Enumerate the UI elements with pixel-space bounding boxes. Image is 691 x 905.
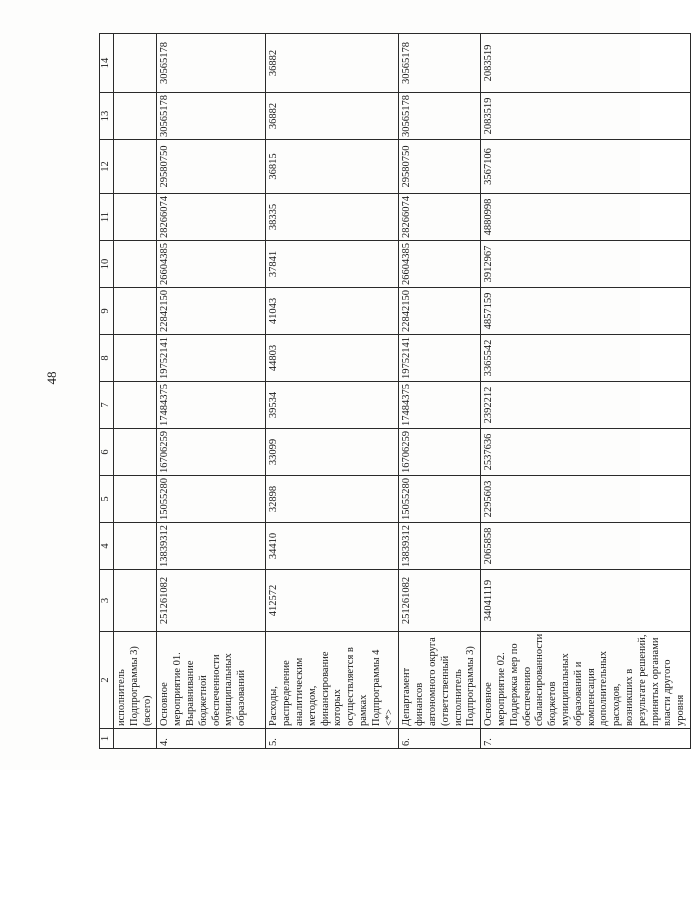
value-cell: 39534 [266,382,399,429]
value-cell: 15055280 [399,476,481,523]
page-bottom-margin [0,770,640,905]
value-cell: 22842150 [157,288,266,335]
value-cell: 2537636 [481,429,691,476]
row-name: Департамент финансов автономного округа (ответственный исполнитель Подпрограммы 3) [399,632,481,729]
value-cell: 19752141 [157,335,266,382]
value-cell [114,382,157,429]
row-name: Расходы, распределение аналитическим методом, финансирование которых осуществляется в рамках Подпрограммы 4 <*> [266,632,399,729]
column-header: 7 [100,382,114,429]
row-name: исполнитель Подпрограммы 3) (всего) [114,632,157,729]
value-cell: 34410 [266,523,399,570]
page-number: 48 [44,371,59,385]
column-header: 14 [100,34,114,93]
value-cell: 16706259 [157,429,266,476]
value-cell: 2083519 [481,34,691,93]
value-cell: 37841 [266,241,399,288]
value-cell [114,34,157,93]
column-header: 8 [100,335,114,382]
value-cell: 13839312 [157,523,266,570]
budget-table [99,33,691,749]
value-cell [114,335,157,382]
value-cell [114,93,157,140]
value-cell: 36882 [266,93,399,140]
value-cell [114,429,157,476]
value-cell: 32898 [266,476,399,523]
table-row [266,34,399,749]
value-cell: 3912967 [481,241,691,288]
table-row [481,34,691,749]
value-cell: 2392212 [481,382,691,429]
value-cell: 412572 [266,570,399,632]
row-name: Основное мероприятие 02. Поддержка мер по обеспечению сбалансированности бюджетов муниципальных образований и компенсация дополнительных расходов, возникших в результате решений, принятых органами власти другого уровня [481,632,691,729]
value-cell: 3567106 [481,140,691,194]
value-cell: 2065858 [481,523,691,570]
row-number [114,729,157,749]
column-header: 4 [100,523,114,570]
table-row [157,34,266,749]
value-cell: 28266074 [399,194,481,241]
value-cell: 34041119 [481,570,691,632]
value-cell: 28266074 [157,194,266,241]
value-cell: 15055280 [157,476,266,523]
rotated-table-container [99,34,687,749]
value-cell [114,523,157,570]
column-header: 10 [100,241,114,288]
value-cell: 251261082 [399,570,481,632]
value-cell [114,476,157,523]
row-number: 6. [399,729,481,749]
value-cell: 17484375 [399,382,481,429]
value-cell: 30565178 [157,34,266,93]
value-cell: 44803 [266,335,399,382]
value-cell: 29580750 [157,140,266,194]
value-cell: 22842150 [399,288,481,335]
value-cell: 4857159 [481,288,691,335]
value-cell: 29580750 [399,140,481,194]
value-cell: 3365542 [481,335,691,382]
column-header: 9 [100,288,114,335]
value-cell: 30565178 [399,34,481,93]
value-cell: 36815 [266,140,399,194]
column-header: 13 [100,93,114,140]
table-row [114,34,157,749]
value-cell: 13839312 [399,523,481,570]
row-number: 4. [157,729,266,749]
value-cell: 36882 [266,34,399,93]
value-cell: 4880998 [481,194,691,241]
value-cell: 16706259 [399,429,481,476]
column-header: 5 [100,476,114,523]
row-name: Основное мероприятие 01. Выравнивание бюджетной обеспеченности муниципальных образований [157,632,266,729]
column-header: 3 [100,570,114,632]
row-number: 7. [481,729,691,749]
value-cell: 251261082 [157,570,266,632]
value-cell: 26604385 [399,241,481,288]
value-cell [114,194,157,241]
value-cell: 38335 [266,194,399,241]
value-cell: 2083519 [481,93,691,140]
value-cell: 2295603 [481,476,691,523]
value-cell: 19752141 [399,335,481,382]
value-cell: 26604385 [157,241,266,288]
column-header: 2 [100,632,114,729]
value-cell [114,140,157,194]
value-cell: 33099 [266,429,399,476]
value-cell: 41043 [266,288,399,335]
column-header: 1 [100,729,114,749]
value-cell [114,570,157,632]
value-cell: 17484375 [157,382,266,429]
value-cell: 30565178 [157,93,266,140]
column-header: 6 [100,429,114,476]
value-cell: 30565178 [399,93,481,140]
row-number: 5. [266,729,399,749]
value-cell [114,288,157,335]
column-header: 11 [100,194,114,241]
value-cell [114,241,157,288]
table-row [399,34,481,749]
column-header: 12 [100,140,114,194]
header-row [100,34,114,749]
